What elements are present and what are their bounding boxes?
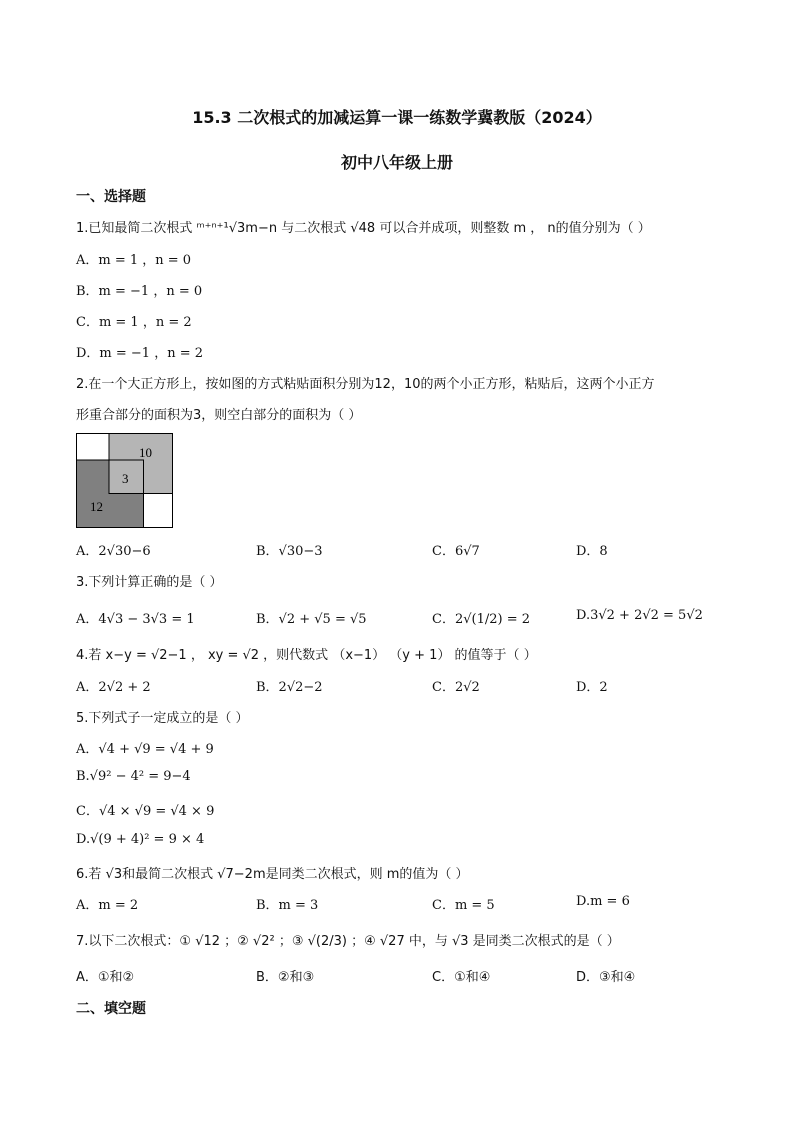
question-2-figure bbox=[76, 433, 174, 529]
question-7-stem: 7.以下二次根式：① √12 ；② √2² ；③ √(2/3) ；④ √27 中，与 √3 是同类二次根式的是（ ） bbox=[76, 934, 620, 949]
question-3-option-d: D.3√2 + 2√2 = 5√2 bbox=[576, 608, 703, 623]
question-5-option-a: A．√4 + √9 = √4 + 9 bbox=[76, 742, 214, 757]
question-7-options bbox=[76, 966, 736, 986]
question-7-option-c: C．①和④ bbox=[432, 970, 491, 985]
question-6-option-c: C．m = 5 bbox=[432, 898, 495, 913]
question-2-stem-line-2: 形重合部分的面积为3，则空白部分的面积为（ ） bbox=[76, 408, 362, 423]
question-3-option-a: A．4√3 − 3√3 = 1 bbox=[76, 612, 195, 627]
question-3-option-c: C．2√(1/2) = 2 bbox=[432, 612, 530, 627]
question-2-stem-line-1: 2.在一个大正方形上，按如图的方式粘贴面积分别为12，10的两个小正方形，粘贴后，这两个小正方 bbox=[76, 377, 655, 392]
question-6-options bbox=[76, 894, 736, 914]
page-subtitle: 初中八年级上册 bbox=[340, 153, 453, 172]
question-2-option-a: A．2√30−6 bbox=[76, 544, 151, 559]
question-7-option-a: A．①和② bbox=[76, 970, 135, 985]
question-1-option-d: D．m = −1 ，n = 2 bbox=[76, 346, 204, 361]
section-heading-fill: 二、填空题 bbox=[76, 1001, 146, 1017]
page-title: 15.3 二次根式的加减运算一课一练数学冀教版（2024） bbox=[192, 108, 602, 127]
question-3-options bbox=[76, 608, 736, 628]
question-3-option-b: B．√2 + √5 = √5 bbox=[256, 612, 367, 627]
question-1-option-c: C．m = 1 ，n = 2 bbox=[76, 315, 192, 330]
question-4-option-d: D．2 bbox=[576, 680, 608, 695]
question-4-option-b: B．2√2−2 bbox=[256, 680, 323, 695]
label-12: 12 bbox=[90, 499, 103, 514]
question-5-option-c: C．√4 × √9 = √4 × 9 bbox=[76, 804, 215, 819]
question-5-stem: 5.下列式子一定成立的是（ ） bbox=[76, 711, 249, 726]
question-2-options bbox=[76, 540, 736, 560]
question-4-stem: 4.若 x−y = √2−1 ， xy = √2 ，则代数式 （x−1） （y + 1） 的值等于（ ） bbox=[76, 648, 537, 663]
question-6-option-d: D.m = 6 bbox=[576, 894, 630, 909]
question-6-option-b: B．m = 3 bbox=[256, 898, 319, 913]
section-heading-choice: 一、选择题 bbox=[76, 189, 146, 205]
label-3: 3 bbox=[122, 471, 129, 486]
question-4-option-c: C．2√2 bbox=[432, 680, 480, 695]
question-3-stem: 3.下列计算正确的是（ ） bbox=[76, 575, 223, 590]
question-7-option-b: B．②和③ bbox=[256, 970, 315, 985]
question-2-option-d: D．8 bbox=[576, 544, 608, 559]
question-1-stem: 1.已知最简二次根式 ᵐ⁺ⁿ⁺¹√3m−n 与二次根式 √48 可以合并成项，则整数 m ， n的值分别为（ ） bbox=[76, 221, 651, 236]
question-1-option-a: A．m = 1 ，n = 0 bbox=[76, 253, 192, 268]
question-7-option-d: D．③和④ bbox=[576, 970, 636, 985]
question-6-stem: 6.若 √3和最简二次根式 √7−2m是同类二次根式，则 m的值为（ ） bbox=[76, 867, 469, 882]
question-5-option-b: B.√9² − 4² = 9−4 bbox=[76, 769, 191, 784]
question-2-option-c: C．6√7 bbox=[432, 544, 480, 559]
question-4-option-a: A．2√2 + 2 bbox=[76, 680, 151, 695]
question-6-option-a: A．m = 2 bbox=[76, 898, 139, 913]
label-10: 10 bbox=[139, 445, 152, 460]
question-2-option-b: B．√30−3 bbox=[256, 544, 323, 559]
question-4-options bbox=[76, 676, 736, 696]
question-5-option-d: D.√(9 + 4)² = 9 × 4 bbox=[76, 832, 205, 847]
question-1-option-b: B．m = −1 ，n = 0 bbox=[76, 284, 203, 299]
